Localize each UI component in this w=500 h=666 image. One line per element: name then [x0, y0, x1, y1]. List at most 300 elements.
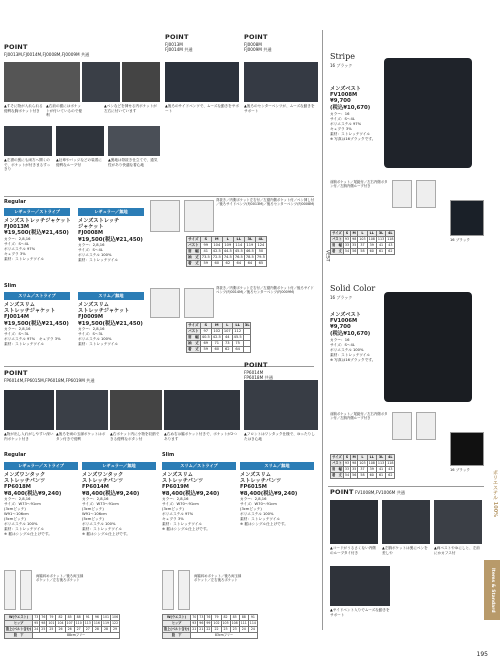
spec: カラー：2,8,16 — [78, 243, 105, 248]
td: 27 — [83, 627, 92, 633]
td: 91 — [248, 615, 257, 621]
vest-label: VEST — [324, 250, 330, 262]
point-sub: FJ0013M — [165, 41, 183, 47]
td: 96 — [199, 620, 204, 625]
td: 105 — [222, 620, 229, 625]
td: W(ウエスト) — [163, 615, 191, 621]
point-title: POINT — [330, 488, 354, 496]
tag-slim-stripe: スリム／ストライプ — [4, 292, 70, 300]
pants-notes: 両脇斜めポケット／後ろ両玉縁ポケット／左右後ろポケット — [36, 574, 84, 583]
spec: ※ 裾はシングル仕上げです。 — [82, 532, 130, 537]
th: サイズ — [188, 323, 199, 328]
vest-point-header — [330, 489, 405, 497]
photo-pants-back — [56, 390, 108, 430]
photo-center-vent — [244, 62, 318, 102]
td: 着 丈 — [188, 261, 199, 266]
product-name: ストレッチジャケット — [4, 308, 56, 315]
product-fj0009m — [78, 302, 148, 347]
td: 50 — [255, 249, 266, 255]
td: 41 — [200, 249, 211, 255]
jacket-diagram-slim-back — [184, 288, 214, 318]
point-title: POINT — [4, 369, 28, 377]
td: 116 — [93, 620, 100, 625]
td: 37 — [358, 467, 367, 473]
td: 39 — [367, 467, 376, 473]
td: 75 — [232, 341, 243, 347]
product-price: ¥19,500(税込¥21,450) — [4, 320, 69, 327]
td: 22 — [212, 627, 221, 633]
td: 113 — [377, 236, 385, 241]
td: バスト — [332, 236, 342, 241]
td: 65 — [255, 261, 266, 267]
td: 64 — [233, 261, 244, 267]
td: 78.5 — [245, 255, 254, 260]
td: 118 — [387, 460, 394, 465]
td: 93 — [344, 460, 350, 465]
product-code: FP6019M — [162, 484, 189, 491]
caption: ▲裏地は背抜き仕立てで、通気性があり快適な着心地 — [108, 158, 158, 167]
spec: カラー：2,8,16 — [4, 327, 31, 332]
td: 82 — [221, 615, 230, 621]
product-fp6018m — [4, 472, 80, 537]
photo-pocket-2 — [82, 62, 120, 102]
td: 69 — [200, 341, 211, 347]
td: 114 — [249, 620, 256, 625]
vest-diagram — [392, 180, 412, 208]
td: 44 — [222, 335, 232, 341]
th: LL — [367, 231, 376, 237]
size-table-regular — [186, 236, 267, 267]
product-fj0013m — [4, 218, 74, 262]
product-name: ストレッチパンツ — [240, 478, 282, 485]
spec: (3cmピッチ) — [82, 507, 104, 512]
th: LL — [232, 323, 243, 329]
td: 61 — [376, 473, 385, 479]
caption: ▲右前の裾にはポケットが付いているので便利 — [46, 104, 82, 118]
caption: ▲後ろを両の玉縁ポケットはボタン付きで便利 — [56, 432, 106, 441]
spec: サイズ：S～4L — [330, 116, 355, 121]
tag-regular-stripe: レギュラー／ストライプ — [4, 208, 70, 216]
photo-pocket — [4, 62, 80, 102]
product-name: メンズスリム — [162, 472, 193, 478]
th: M — [211, 237, 222, 243]
photo-pants-inner — [110, 390, 162, 430]
product-code: FJ0008M — [78, 230, 104, 237]
td: 108 — [231, 620, 238, 625]
td: 60 — [211, 347, 222, 353]
pants-diagram-front — [4, 570, 16, 610]
photo-vest-back — [434, 500, 482, 544]
td: 73.5 — [201, 255, 210, 260]
td: 41 — [376, 467, 385, 473]
caption: ▲左胸ポケットは裏にペンを差しや — [382, 546, 428, 555]
spec: キュプラ 3% — [4, 252, 26, 257]
td: 102 — [211, 329, 222, 335]
td: 59 — [200, 347, 211, 353]
spec: サイズ：S～4L — [4, 242, 29, 247]
th: 4L — [255, 237, 266, 243]
td: 98 — [41, 620, 46, 625]
vest-stripe-color: 16 ブラック — [330, 63, 353, 68]
point-title: POINT — [244, 33, 268, 41]
photo-vest-vent — [330, 566, 390, 606]
td: 104 — [57, 620, 64, 625]
td: 95 — [34, 620, 39, 625]
point-header-jacket — [4, 44, 89, 57]
td: 113 — [84, 620, 91, 625]
td: 60 — [367, 473, 376, 479]
spec: ポリエステル 97% キュプラ 3% — [4, 337, 61, 342]
td: 104 — [211, 243, 222, 249]
vest-solid-title: Solid Color — [330, 284, 376, 293]
spec: ポリエステル 100% — [330, 347, 364, 352]
product-fp6014m — [82, 472, 158, 537]
td: 107 — [223, 329, 231, 334]
th: サイズ — [332, 230, 342, 235]
spec: W91～106cm — [4, 512, 29, 517]
td: 肩 幅 — [332, 242, 342, 247]
product-price: ¥8,400(税込¥9,240) — [82, 490, 140, 497]
td: 54 — [344, 248, 350, 253]
th: サイズ — [332, 454, 342, 459]
td: 45.5 — [234, 249, 243, 254]
th: S — [343, 455, 350, 461]
td: 35 — [352, 466, 357, 471]
point-title: POINT — [165, 33, 189, 41]
caption: ▲フロントはワンタック仕様で、ゆったりしたはき心地 — [244, 432, 315, 441]
td: 23 — [221, 627, 230, 633]
td: 101 — [102, 614, 110, 619]
th: L — [358, 231, 367, 237]
spec: カラー：2,8,16 — [162, 497, 189, 502]
point-sub: FJ0008M — [244, 41, 262, 47]
product-name: メンズストレッチ — [78, 218, 120, 224]
td: 28 — [101, 627, 110, 633]
caption: ▲右ぬ右は脇ポケット付きで、ポケットが2つあります — [164, 432, 237, 441]
point-sub: FV1008M,FV1006M 共通 — [354, 490, 405, 495]
td: 83cmフリー — [191, 633, 258, 639]
td: 43 — [386, 243, 395, 249]
td: 111 — [240, 620, 247, 625]
spec: カラー：2,8,16 — [78, 327, 105, 332]
vest-diagram — [392, 412, 412, 440]
td: 股 下 — [163, 633, 191, 639]
product-fp6015m — [240, 472, 316, 527]
caption: ▲左襟の裏にも両方へ開くので、ポケットが付きまるすっきり — [4, 158, 51, 172]
vest-notes: 前胸ポケット／尾錠付／左右内側ボタン付／左胸内側ループ付き — [330, 412, 388, 421]
point-title: POINT — [244, 361, 268, 369]
td: 27 — [74, 627, 83, 633]
tag-regular-solid: レギュラー／無地 — [78, 208, 144, 216]
td: 46.5 — [245, 249, 254, 254]
product-name: ストレッチパンツ — [162, 478, 204, 485]
product-name: ストレッチジャケット — [78, 308, 130, 315]
product-name: メンズワンタック — [82, 472, 124, 478]
th: L — [222, 237, 233, 243]
pants-notes: 両脇斜めポケット／後ろ両玉縁ポケット／左右後ろポケット — [194, 574, 242, 583]
td: 98 — [352, 236, 357, 241]
caption: ▲物が出し入れがしやすい深い内ポケット付き — [4, 432, 54, 441]
spec: ポリエステル 100% — [82, 522, 116, 527]
spec: ※ 写真は16ブラックです。 — [330, 357, 376, 362]
td: 33 — [344, 242, 350, 247]
caption: ▲後ろのセンターベンツが、ムーズな動きをサポート — [244, 104, 315, 113]
column-divider — [322, 30, 323, 630]
td: 96 — [92, 615, 101, 621]
spec: カラー：2,8,16 — [4, 497, 31, 502]
point-header-j13 — [165, 34, 193, 52]
td: 79.5 — [256, 255, 265, 260]
th: S — [200, 237, 211, 243]
spec: サイズ：S～3L — [4, 332, 29, 337]
spec: 素材：ストレッチツイル — [330, 131, 371, 136]
photo-pants-pocket — [4, 390, 54, 430]
side-band: Items & Standard — [484, 560, 500, 620]
td: ヒップ — [5, 621, 33, 627]
spec: 素材：ストレッチツイル — [78, 342, 119, 347]
photo-inner-pocket — [122, 62, 160, 102]
td: 肩 幅 — [188, 249, 199, 254]
td: 79 — [47, 615, 56, 621]
th: 4L — [386, 455, 395, 461]
td: 42.5 — [212, 335, 221, 340]
vest-notes: 前胸ポケット／尾錠付／左右内側ボタン付／左胸内側ループ付き — [330, 180, 388, 189]
jacket-diagram-back — [184, 200, 214, 232]
spec: ポリエステル 100% — [4, 522, 38, 527]
spec: W91～106cm — [82, 512, 107, 517]
td: 45.5 — [233, 335, 242, 340]
product-code: FJ0009M — [78, 314, 104, 321]
spec: キュプラ 3% — [162, 517, 184, 522]
td: 107 — [66, 620, 73, 625]
td: 54 — [344, 472, 350, 477]
tag-pants-regular-solid: レギュラー／無地 — [82, 462, 156, 470]
tag-slim-solid: スリム／無地 — [78, 292, 144, 300]
caption: ▲ペンなどを挿せる内ポケットが左右に付いています — [104, 104, 157, 113]
spec: ポリエステル 97% — [4, 247, 36, 252]
th: 3L — [376, 455, 385, 461]
td: 26 — [65, 627, 74, 633]
caption: ▲コードがうるさくない内側のループタイ付き — [330, 546, 376, 555]
td: 102 — [213, 620, 220, 625]
spec: (3cmピッチ) — [162, 507, 184, 512]
spec: (3cmピッチ) — [240, 507, 262, 512]
caption: ▲右ポケット内に小物を収納できる便利なボタン付 — [110, 432, 160, 441]
product-name: メンズワンタック — [4, 472, 46, 478]
product-price: ¥19,500(税込¥21,450) — [78, 320, 143, 327]
spec: 素材：ストレッチツイル — [4, 527, 45, 532]
spec: ポリエステル 97% — [162, 512, 194, 517]
td: 62 — [386, 249, 395, 255]
spec: 素材：ストレッチツイル — [240, 517, 281, 522]
jacket-notes: 背抜き／内側ポケット左右付／左裾内側ポケット付／ペン挿し付／後ろサイドベンツ(FJ0013M)／後ろセンターベンツ(FJ0008M) — [216, 198, 315, 207]
td: 43 — [386, 467, 395, 473]
td: 58 — [358, 249, 367, 255]
th: L — [222, 323, 232, 329]
product-code: FJ0014M — [4, 314, 30, 321]
photo-pants-side — [164, 390, 240, 430]
td: 37 — [358, 243, 367, 249]
td: 着 丈 — [188, 347, 199, 352]
td: 24 — [239, 627, 248, 633]
td: 29 — [111, 627, 120, 633]
td: 112 — [232, 329, 243, 335]
td: 103 — [359, 236, 366, 241]
td: 着 丈 — [332, 248, 342, 253]
td: 袖 丈 — [188, 341, 199, 346]
product-price: ¥9,700 — [330, 324, 351, 331]
section-slim-pants: Slim — [162, 452, 175, 458]
td: 93 — [192, 620, 197, 625]
swatch-label: 16 ブラック — [450, 468, 471, 472]
point-sub: FP6018M 共通 — [244, 374, 273, 380]
td: 76 — [41, 614, 46, 619]
product-name: ジャケット — [78, 224, 104, 231]
product-name: メンズスリム — [4, 302, 35, 308]
td: 64 — [244, 261, 255, 267]
td: 118 — [387, 236, 394, 241]
td: 113 — [377, 460, 385, 465]
td: 109 — [222, 243, 233, 249]
spec: ポリエステル 100% — [78, 253, 112, 258]
td: 103 — [359, 460, 366, 465]
product-price: ¥19,500(税込¥21,450) — [4, 230, 69, 237]
td: 62 — [386, 473, 395, 479]
td: 35 — [352, 242, 357, 247]
td: 72.5 — [212, 255, 221, 260]
section-regular: Regular — [4, 199, 26, 205]
product-name: ストレッチパンツ — [4, 478, 46, 485]
photo-vest-loop — [330, 500, 378, 544]
td: 袖 丈 — [188, 255, 199, 260]
swatch-stripe — [450, 200, 484, 236]
spec: ポリエステル 100% — [240, 512, 274, 517]
jacket-diagram — [150, 200, 180, 232]
th: M — [211, 323, 222, 329]
spec: 素材：ストレッチツイル — [4, 342, 45, 347]
photo-lining — [108, 126, 160, 156]
td: 56 — [352, 472, 357, 477]
divider — [328, 486, 484, 487]
td: 85 — [230, 615, 239, 621]
td: 着 丈 — [332, 472, 342, 477]
product-price-tax: (税込¥10,670) — [330, 105, 371, 112]
product-price: ¥9,700 — [330, 98, 351, 105]
td: 88 — [74, 615, 83, 621]
td: 股上(ベルト含む) — [6, 626, 32, 631]
product-price: ¥8,400(税込¥9,240) — [240, 490, 298, 497]
tag-pants-slim-stripe: スリム／ストライプ — [162, 462, 236, 470]
td: 23 — [230, 627, 239, 633]
td: 114 — [233, 243, 244, 249]
caption: ▲社章やバッジなどの装着に便利なループ付 — [56, 158, 102, 167]
td: 40.5 — [201, 335, 210, 340]
jacket-notes: 背抜き／内側ポケット左右付／左裾内側ポケット付／後ろサイドベンツ(FJ0014M)／後ろセンターベンツ(FJ0009M) — [216, 286, 314, 295]
spec: ※ 裾はシングル仕上げです。 — [162, 527, 210, 532]
spec: カラー：16 — [330, 111, 350, 116]
th: サイズ — [188, 237, 199, 242]
point-sub: FP6014M — [244, 369, 264, 375]
spec: (5cmピッチ) — [4, 517, 26, 522]
td: 21 — [192, 626, 197, 631]
td: 73 — [199, 614, 204, 619]
td: 22 — [206, 626, 211, 631]
caption: ▲後ろのサイドベンツで、ムーズな動きをサポート — [165, 104, 239, 113]
td: 42.5 — [212, 249, 221, 254]
spec: ※ 写真は16ブラックです。 — [330, 136, 376, 141]
td: 41 — [376, 243, 385, 249]
td: 61 — [376, 249, 385, 255]
point-header-p14 — [244, 362, 273, 380]
td: 33 — [344, 466, 350, 471]
point-header-j08 — [244, 34, 272, 52]
td: 24 — [248, 627, 257, 633]
td: 119 — [102, 620, 110, 625]
td: 93 — [344, 236, 350, 241]
point-title: POINT — [4, 43, 28, 51]
point-header-pants — [4, 370, 95, 383]
th: M — [352, 230, 356, 235]
spec: 素材：ストレッチツイル — [330, 352, 371, 357]
spec: カラー：2,8,16 — [240, 497, 267, 502]
pants-size-table-regular — [4, 614, 120, 639]
spec: サイズ：W70～91cm — [240, 502, 277, 507]
side-label: ポリエステル 100% — [492, 470, 498, 518]
point-sub: FJ0014M 共通 — [165, 46, 193, 52]
product-name: メンズスリム — [240, 472, 271, 478]
spec: サイズ：S～4L — [330, 342, 355, 347]
td: 73 — [222, 341, 232, 347]
vest-size-table-solid — [330, 454, 395, 479]
td: 99 — [206, 620, 211, 625]
td: 74.5 — [223, 255, 232, 260]
product-code: FP6014M — [82, 484, 109, 491]
vest-size-table-stripe — [330, 230, 395, 255]
td: バスト — [188, 329, 199, 334]
td: 122 — [112, 620, 119, 625]
point-sub: FP6014M,FP6015M,FP6018M,FP6019M 共通 — [4, 377, 95, 383]
product-fv1008m — [330, 86, 386, 142]
product-code: FP6015M — [240, 484, 267, 491]
td: W(ウエスト) — [5, 615, 33, 621]
product-fj0014m — [4, 302, 74, 347]
product-code: FP6018M — [4, 484, 31, 491]
td: 26 — [56, 627, 65, 633]
td: 79 — [212, 615, 221, 621]
section-slim: Slim — [4, 283, 17, 289]
th: 3L — [244, 323, 250, 328]
product-name: メンズベスト — [330, 312, 361, 318]
td: 101 — [48, 620, 55, 625]
td: 58 — [358, 473, 367, 479]
size-table-slim — [186, 322, 251, 353]
td: 88 — [239, 615, 248, 621]
td: 62 — [222, 261, 233, 267]
product-price: ¥8,400(税込¥9,240) — [4, 490, 62, 497]
td: 39 — [367, 243, 376, 249]
spec: ※ 裾はシングル仕上げです。 — [240, 522, 288, 527]
spec: サイズ：W70～91cm — [162, 502, 199, 507]
td — [243, 347, 251, 353]
vest-diagram-back — [416, 180, 436, 208]
td: バスト — [188, 243, 199, 248]
td: 73 — [34, 614, 39, 619]
th: S — [200, 323, 211, 329]
swatch-label: 16 ブラック — [450, 238, 471, 242]
spec: (5cmピッチ) — [82, 517, 104, 522]
th: LL — [233, 237, 244, 243]
td: 25 — [41, 626, 46, 631]
